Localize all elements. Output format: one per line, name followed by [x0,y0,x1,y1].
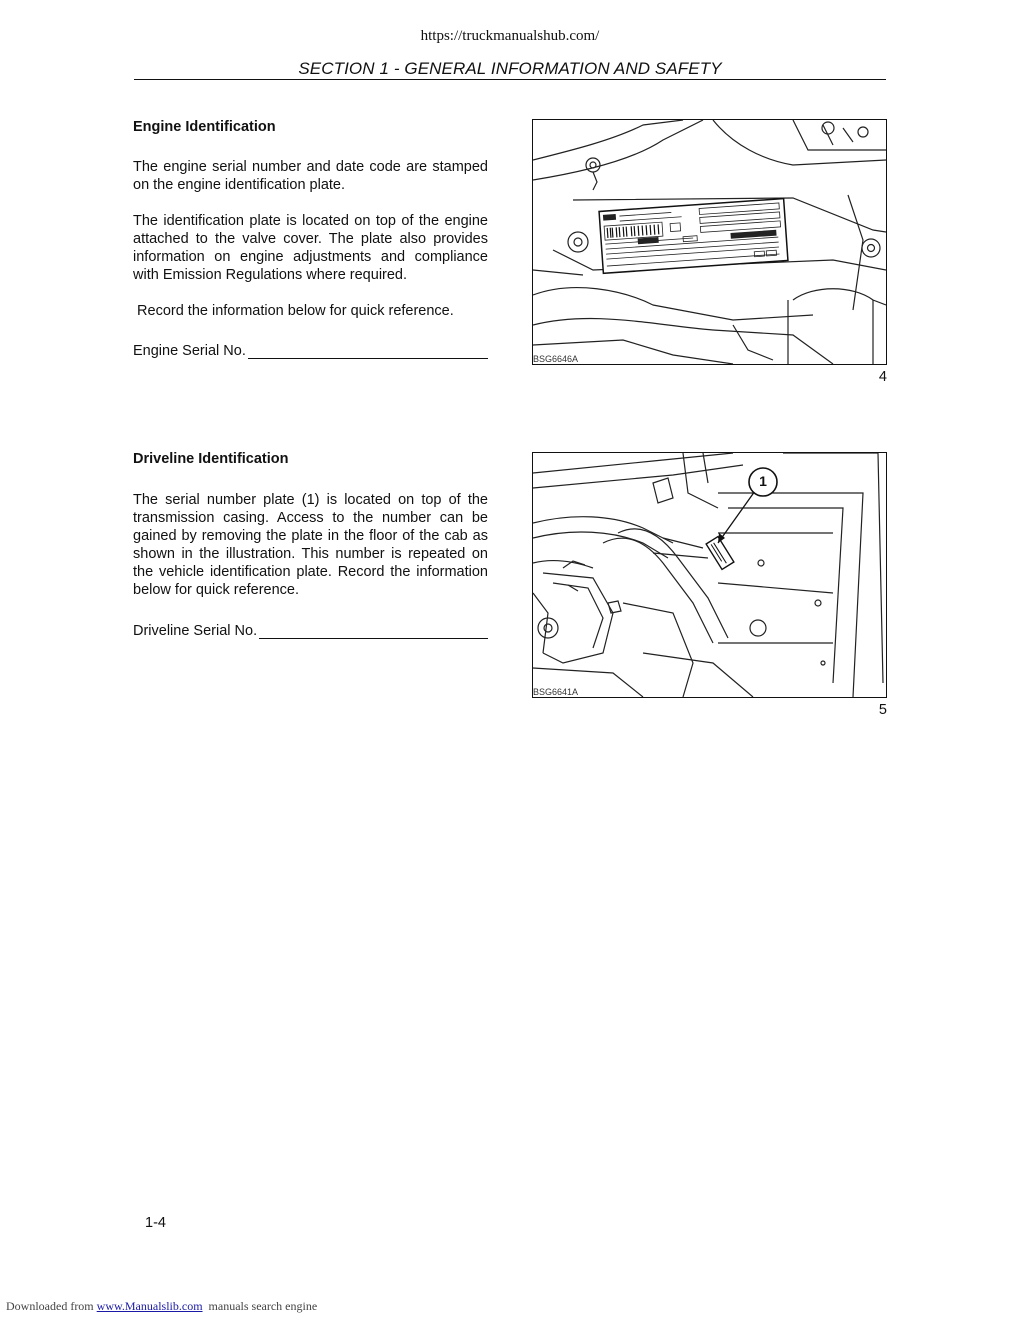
engine-figure-code: BSG6646A [533,354,579,364]
engine-illustration-drawing [533,120,886,364]
section-title-rule [134,79,886,80]
engine-paragraph-2: The identification plate is located on top of the engine attached to the valve cover. The plate also provides information on engine adjustments and compliance with Emission Regulations where required. [133,213,488,283]
callout-leader [718,491,755,543]
source-url: https://truckmanualshub.com/ [420,28,600,44]
manualslib-link[interactable]: www.Manualslib.com [96,1299,203,1313]
section-title: SECTION 1 - GENERAL INFORMATION AND SAFETY [298,59,722,78]
driveline-identification-heading: Driveline Identification [133,451,289,467]
driveline-serial-field [133,623,488,639]
download-footer [6,1299,317,1314]
engine-paragraph-3: Record the information below for quick reference. [133,303,454,319]
driveline-serial-blank [259,624,488,639]
callout-1-label: 1 [759,473,767,489]
engine-paragraph-1: The engine serial number and date code are stamped on the engine identification plate. [133,159,488,193]
engine-serial-blank [248,344,488,359]
footer-suffix: manuals search engine [202,1299,318,1313]
driveline-paragraph-1: The serial number plate (1) is located on top of the transmission casing. Access to the number can be gained by removing the plate in the floor of the cab as shown in the illustration. This number is repeated on the vehicle identification plate. Record the information below for quick reference. [133,492,488,598]
engine-serial-label: Engine Serial No. [133,343,246,359]
driveline-serial-label: Driveline Serial No. [133,623,258,639]
footer-prefix: Downloaded from [6,1299,97,1313]
engine-serial-field [133,343,488,359]
identification-plate [599,199,788,274]
driveline-plate-illustration [532,452,887,698]
driveline-figure-number: 5 [878,702,887,718]
page-number: 1-4 [145,1215,166,1231]
engine-identification-heading: Engine Identification [133,119,276,135]
engine-plate-illustration [532,119,887,365]
driveline-illustration-drawing [533,453,886,697]
driveline-figure-code: BSG6641A [533,687,579,697]
engine-figure-number: 4 [878,369,887,385]
